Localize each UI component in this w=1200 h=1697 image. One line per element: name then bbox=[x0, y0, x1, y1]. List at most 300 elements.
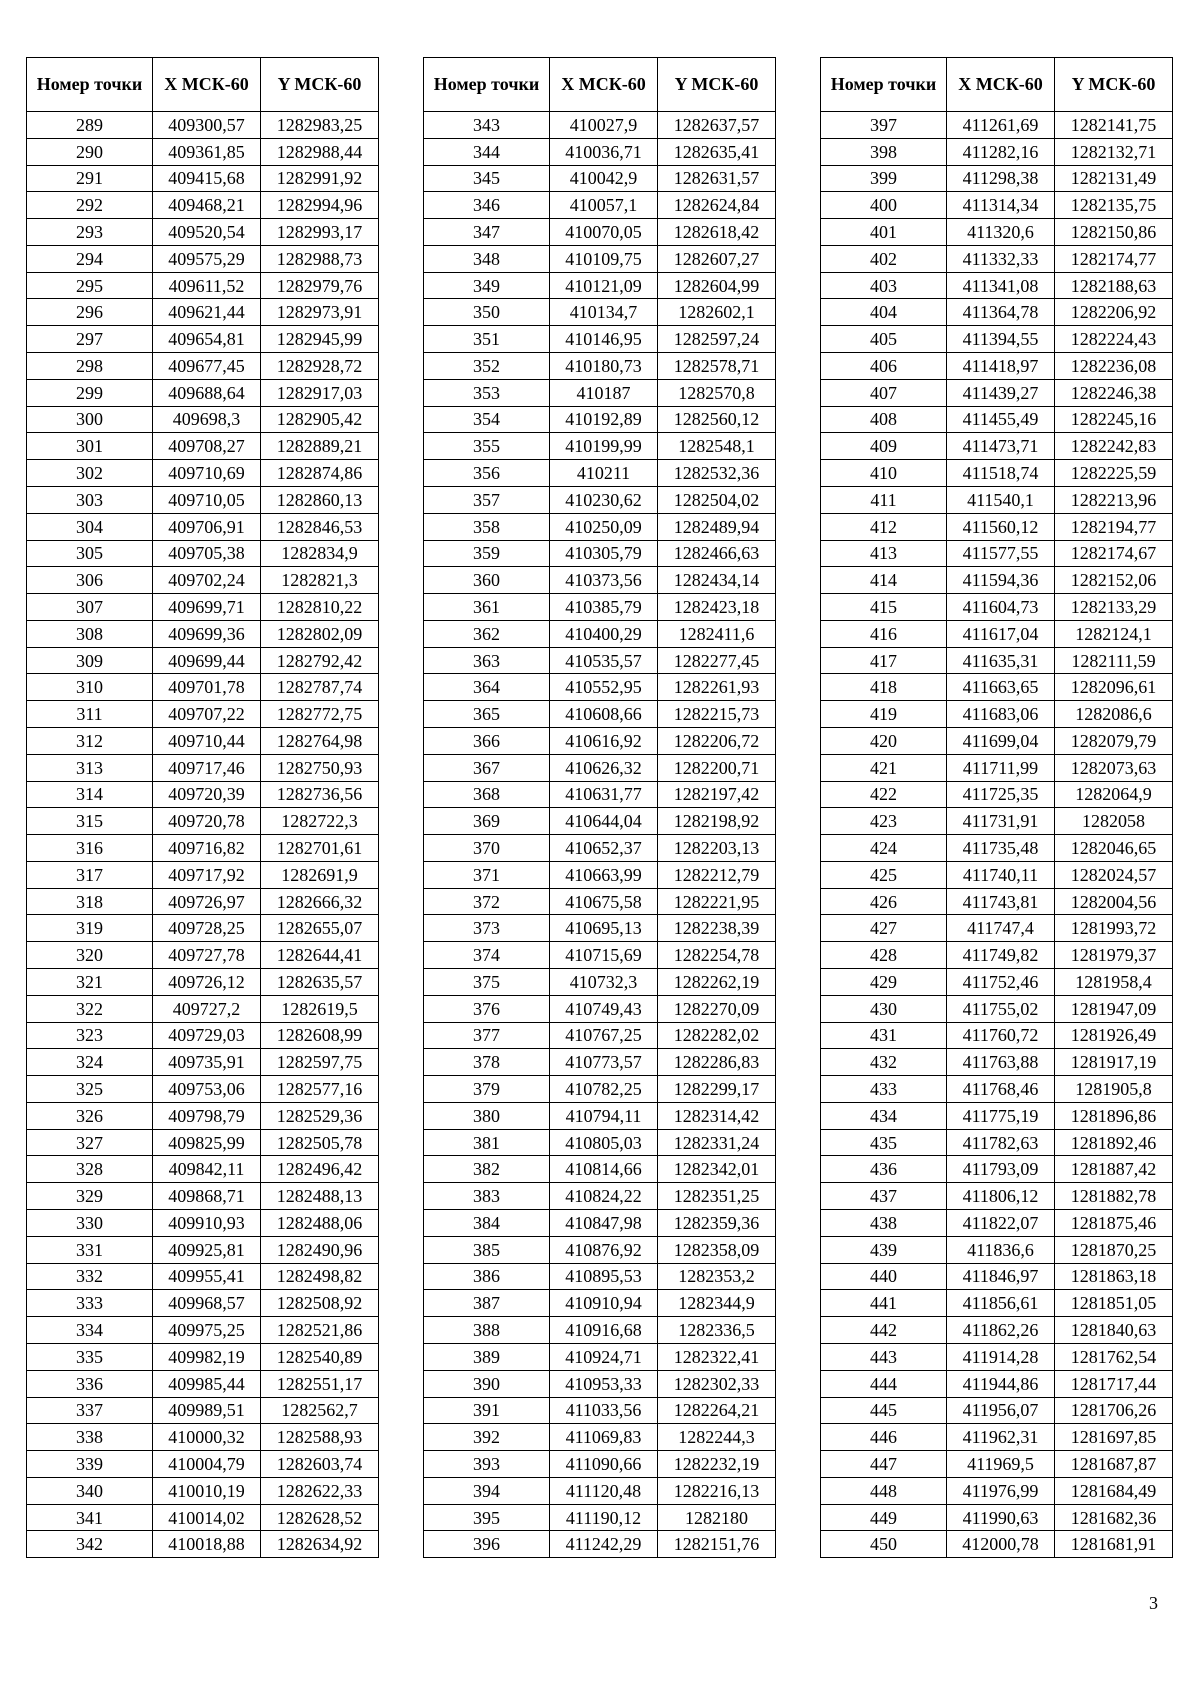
point-number-cell: 330 bbox=[27, 1210, 153, 1237]
point-number-cell: 450 bbox=[821, 1531, 947, 1558]
header-point-number: Номер точки bbox=[821, 58, 947, 112]
x-coordinate-cell: 409720,78 bbox=[153, 808, 261, 835]
table-row bbox=[27, 942, 379, 969]
y-coordinate-cell: 1282945,99 bbox=[261, 326, 379, 353]
point-number-cell: 412 bbox=[821, 513, 947, 540]
table-row bbox=[424, 915, 776, 942]
table-row bbox=[424, 995, 776, 1022]
y-coordinate-cell: 1282628,52 bbox=[261, 1504, 379, 1531]
x-coordinate-cell: 409707,22 bbox=[153, 701, 261, 728]
table-row bbox=[821, 1343, 1173, 1370]
x-coordinate-cell: 411956,07 bbox=[947, 1397, 1055, 1424]
point-number-cell: 432 bbox=[821, 1049, 947, 1076]
table-row bbox=[821, 272, 1173, 299]
point-number-cell: 368 bbox=[424, 781, 550, 808]
x-coordinate-cell: 410749,43 bbox=[550, 995, 658, 1022]
point-number-cell: 428 bbox=[821, 942, 947, 969]
table-row bbox=[424, 1263, 776, 1290]
point-number-cell: 429 bbox=[821, 969, 947, 996]
point-number-cell: 393 bbox=[424, 1451, 550, 1478]
x-coordinate-cell: 410732,3 bbox=[550, 969, 658, 996]
table-row bbox=[27, 245, 379, 272]
point-number-cell: 369 bbox=[424, 808, 550, 835]
y-coordinate-cell: 1282197,42 bbox=[658, 781, 776, 808]
point-number-cell: 433 bbox=[821, 1076, 947, 1103]
y-coordinate-cell: 1282423,18 bbox=[658, 594, 776, 621]
x-coordinate-cell: 410535,57 bbox=[550, 647, 658, 674]
x-coordinate-cell: 409575,29 bbox=[153, 245, 261, 272]
x-coordinate-cell: 411540,1 bbox=[947, 486, 1055, 513]
y-coordinate-cell: 1282787,74 bbox=[261, 674, 379, 701]
x-coordinate-cell: 409825,99 bbox=[153, 1129, 261, 1156]
point-number-cell: 319 bbox=[27, 915, 153, 942]
y-coordinate-cell: 1282264,21 bbox=[658, 1397, 776, 1424]
point-number-cell: 353 bbox=[424, 379, 550, 406]
header-y-coordinate: Y МСК-60 bbox=[658, 58, 776, 112]
point-number-cell: 350 bbox=[424, 299, 550, 326]
x-coordinate-cell: 409925,81 bbox=[153, 1236, 261, 1263]
y-coordinate-cell: 1282261,93 bbox=[658, 674, 776, 701]
coordinates-table-2 bbox=[423, 57, 776, 1558]
table-row bbox=[424, 272, 776, 299]
x-coordinate-cell: 411743,81 bbox=[947, 888, 1055, 915]
table-row bbox=[821, 245, 1173, 272]
y-coordinate-cell: 1282358,09 bbox=[658, 1236, 776, 1263]
table-row bbox=[821, 1263, 1173, 1290]
point-number-cell: 314 bbox=[27, 781, 153, 808]
x-coordinate-cell: 411760,72 bbox=[947, 1022, 1055, 1049]
x-coordinate-cell: 410187 bbox=[550, 379, 658, 406]
table-row bbox=[821, 1531, 1173, 1558]
x-coordinate-cell: 410014,02 bbox=[153, 1504, 261, 1531]
point-number-cell: 317 bbox=[27, 861, 153, 888]
x-coordinate-cell: 410916,68 bbox=[550, 1317, 658, 1344]
table-row bbox=[424, 112, 776, 139]
point-number-cell: 342 bbox=[27, 1531, 153, 1558]
x-coordinate-cell: 410000,32 bbox=[153, 1424, 261, 1451]
table-row bbox=[821, 406, 1173, 433]
x-coordinate-cell: 410876,92 bbox=[550, 1236, 658, 1263]
table-row bbox=[424, 1236, 776, 1263]
table-body bbox=[821, 112, 1173, 1558]
x-coordinate-cell: 411033,56 bbox=[550, 1397, 658, 1424]
table-row bbox=[27, 165, 379, 192]
x-coordinate-cell: 409798,79 bbox=[153, 1102, 261, 1129]
table-row bbox=[424, 326, 776, 353]
y-coordinate-cell: 1281926,49 bbox=[1055, 1022, 1173, 1049]
table-row bbox=[424, 1397, 776, 1424]
x-coordinate-cell: 409975,25 bbox=[153, 1317, 261, 1344]
x-coordinate-cell: 411747,4 bbox=[947, 915, 1055, 942]
y-coordinate-cell: 1282618,42 bbox=[658, 219, 776, 246]
point-number-cell: 309 bbox=[27, 647, 153, 674]
y-coordinate-cell: 1282597,75 bbox=[261, 1049, 379, 1076]
table-row bbox=[424, 1290, 776, 1317]
table-row bbox=[821, 1504, 1173, 1531]
coordinates-table-3 bbox=[820, 57, 1173, 1558]
x-coordinate-cell: 409868,71 bbox=[153, 1183, 261, 1210]
y-coordinate-cell: 1282608,99 bbox=[261, 1022, 379, 1049]
y-coordinate-cell: 1282619,5 bbox=[261, 995, 379, 1022]
point-number-cell: 310 bbox=[27, 674, 153, 701]
y-coordinate-cell: 1282200,71 bbox=[658, 754, 776, 781]
table-row bbox=[424, 353, 776, 380]
point-number-cell: 339 bbox=[27, 1451, 153, 1478]
y-coordinate-cell: 1282216,13 bbox=[658, 1477, 776, 1504]
y-coordinate-cell: 1282504,02 bbox=[658, 486, 776, 513]
y-coordinate-cell: 1282331,24 bbox=[658, 1129, 776, 1156]
table-row bbox=[821, 1477, 1173, 1504]
point-number-cell: 316 bbox=[27, 835, 153, 862]
y-coordinate-cell: 1282203,13 bbox=[658, 835, 776, 862]
table-row bbox=[27, 861, 379, 888]
y-coordinate-cell: 1282180 bbox=[658, 1504, 776, 1531]
y-coordinate-cell: 1282286,83 bbox=[658, 1049, 776, 1076]
x-coordinate-cell: 410824,22 bbox=[550, 1183, 658, 1210]
x-coordinate-cell: 410814,66 bbox=[550, 1156, 658, 1183]
table-row bbox=[821, 915, 1173, 942]
y-coordinate-cell: 1282314,42 bbox=[658, 1102, 776, 1129]
point-number-cell: 390 bbox=[424, 1370, 550, 1397]
table-row bbox=[424, 219, 776, 246]
y-coordinate-cell: 1282764,98 bbox=[261, 727, 379, 754]
table-row bbox=[821, 379, 1173, 406]
table-row bbox=[27, 1022, 379, 1049]
y-coordinate-cell: 1282411,6 bbox=[658, 620, 776, 647]
y-coordinate-cell: 1282604,99 bbox=[658, 272, 776, 299]
point-number-cell: 294 bbox=[27, 245, 153, 272]
x-coordinate-cell: 409699,44 bbox=[153, 647, 261, 674]
point-number-cell: 347 bbox=[424, 219, 550, 246]
table-row bbox=[424, 701, 776, 728]
point-number-cell: 421 bbox=[821, 754, 947, 781]
table-row bbox=[27, 1477, 379, 1504]
table-row bbox=[424, 727, 776, 754]
table-row bbox=[27, 1236, 379, 1263]
y-coordinate-cell: 1282096,61 bbox=[1055, 674, 1173, 701]
table-row bbox=[424, 861, 776, 888]
x-coordinate-cell: 411749,82 bbox=[947, 942, 1055, 969]
y-coordinate-cell: 1282488,06 bbox=[261, 1210, 379, 1237]
x-coordinate-cell: 409688,64 bbox=[153, 379, 261, 406]
x-coordinate-cell: 411120,48 bbox=[550, 1477, 658, 1504]
x-coordinate-cell: 409753,06 bbox=[153, 1076, 261, 1103]
table-row bbox=[821, 326, 1173, 353]
point-number-cell: 395 bbox=[424, 1504, 550, 1531]
table-body bbox=[27, 112, 379, 1558]
y-coordinate-cell: 1282624,84 bbox=[658, 192, 776, 219]
point-number-cell: 302 bbox=[27, 460, 153, 487]
x-coordinate-cell: 410385,79 bbox=[550, 594, 658, 621]
table-row bbox=[424, 1531, 776, 1558]
y-coordinate-cell: 1281887,42 bbox=[1055, 1156, 1173, 1183]
x-coordinate-cell: 411242,29 bbox=[550, 1531, 658, 1558]
y-coordinate-cell: 1282597,24 bbox=[658, 326, 776, 353]
table-row bbox=[27, 969, 379, 996]
table-row bbox=[821, 567, 1173, 594]
x-coordinate-cell: 410805,03 bbox=[550, 1129, 658, 1156]
y-coordinate-cell: 1282578,71 bbox=[658, 353, 776, 380]
point-number-cell: 292 bbox=[27, 192, 153, 219]
point-number-cell: 298 bbox=[27, 353, 153, 380]
table-row bbox=[424, 888, 776, 915]
point-number-cell: 400 bbox=[821, 192, 947, 219]
x-coordinate-cell: 409735,91 bbox=[153, 1049, 261, 1076]
y-coordinate-cell: 1281706,26 bbox=[1055, 1397, 1173, 1424]
table-row bbox=[27, 674, 379, 701]
table-row bbox=[821, 1156, 1173, 1183]
table-row bbox=[424, 594, 776, 621]
x-coordinate-cell: 411261,69 bbox=[947, 112, 1055, 139]
x-coordinate-cell: 410036,71 bbox=[550, 138, 658, 165]
point-number-cell: 289 bbox=[27, 112, 153, 139]
table-row bbox=[27, 1076, 379, 1103]
point-number-cell: 371 bbox=[424, 861, 550, 888]
y-coordinate-cell: 1282655,07 bbox=[261, 915, 379, 942]
y-coordinate-cell: 1282551,17 bbox=[261, 1370, 379, 1397]
table-header-row bbox=[821, 58, 1173, 112]
point-number-cell: 354 bbox=[424, 406, 550, 433]
x-coordinate-cell: 410794,11 bbox=[550, 1102, 658, 1129]
y-coordinate-cell: 1282540,89 bbox=[261, 1343, 379, 1370]
point-number-cell: 404 bbox=[821, 299, 947, 326]
table-row bbox=[424, 433, 776, 460]
y-coordinate-cell: 1282635,57 bbox=[261, 969, 379, 996]
table-row bbox=[27, 1263, 379, 1290]
point-number-cell: 295 bbox=[27, 272, 153, 299]
point-number-cell: 348 bbox=[424, 245, 550, 272]
point-number-cell: 406 bbox=[821, 353, 947, 380]
x-coordinate-cell: 410134,7 bbox=[550, 299, 658, 326]
x-coordinate-cell: 411298,38 bbox=[947, 165, 1055, 192]
table-row bbox=[27, 1102, 379, 1129]
table-row bbox=[27, 808, 379, 835]
y-coordinate-cell: 1282834,9 bbox=[261, 540, 379, 567]
x-coordinate-cell: 411735,48 bbox=[947, 835, 1055, 862]
table-row bbox=[27, 594, 379, 621]
y-coordinate-cell: 1282212,79 bbox=[658, 861, 776, 888]
x-coordinate-cell: 410109,75 bbox=[550, 245, 658, 272]
x-coordinate-cell: 411518,74 bbox=[947, 460, 1055, 487]
table-row bbox=[821, 165, 1173, 192]
x-coordinate-cell: 409726,97 bbox=[153, 888, 261, 915]
y-coordinate-cell: 1282750,93 bbox=[261, 754, 379, 781]
y-coordinate-cell: 1282434,14 bbox=[658, 567, 776, 594]
point-number-cell: 440 bbox=[821, 1263, 947, 1290]
y-coordinate-cell: 1281917,19 bbox=[1055, 1049, 1173, 1076]
point-number-cell: 296 bbox=[27, 299, 153, 326]
point-number-cell: 403 bbox=[821, 272, 947, 299]
table-row bbox=[821, 727, 1173, 754]
x-coordinate-cell: 410400,29 bbox=[550, 620, 658, 647]
point-number-cell: 444 bbox=[821, 1370, 947, 1397]
table-row bbox=[424, 1183, 776, 1210]
table-row bbox=[821, 1424, 1173, 1451]
point-number-cell: 381 bbox=[424, 1129, 550, 1156]
table-row bbox=[424, 754, 776, 781]
point-number-cell: 338 bbox=[27, 1424, 153, 1451]
point-number-cell: 332 bbox=[27, 1263, 153, 1290]
point-number-cell: 351 bbox=[424, 326, 550, 353]
table-row bbox=[424, 1317, 776, 1344]
table-row bbox=[821, 1451, 1173, 1478]
y-coordinate-cell: 1282560,12 bbox=[658, 406, 776, 433]
table-row bbox=[424, 567, 776, 594]
y-coordinate-cell: 1282979,76 bbox=[261, 272, 379, 299]
table-row bbox=[424, 1451, 776, 1478]
y-coordinate-cell: 1281863,18 bbox=[1055, 1263, 1173, 1290]
point-number-cell: 409 bbox=[821, 433, 947, 460]
y-coordinate-cell: 1282691,9 bbox=[261, 861, 379, 888]
x-coordinate-cell: 411332,33 bbox=[947, 245, 1055, 272]
point-number-cell: 341 bbox=[27, 1504, 153, 1531]
x-coordinate-cell: 411976,99 bbox=[947, 1477, 1055, 1504]
x-coordinate-cell: 409729,03 bbox=[153, 1022, 261, 1049]
y-coordinate-cell: 1282466,63 bbox=[658, 540, 776, 567]
x-coordinate-cell: 409720,39 bbox=[153, 781, 261, 808]
table-row bbox=[821, 781, 1173, 808]
table-row bbox=[821, 995, 1173, 1022]
x-coordinate-cell: 409955,41 bbox=[153, 1263, 261, 1290]
x-coordinate-cell: 409621,44 bbox=[153, 299, 261, 326]
x-coordinate-cell: 411822,07 bbox=[947, 1210, 1055, 1237]
table-row bbox=[27, 835, 379, 862]
header-x-coordinate: X МСК-60 bbox=[550, 58, 658, 112]
y-coordinate-cell: 1282983,25 bbox=[261, 112, 379, 139]
y-coordinate-cell: 1282262,19 bbox=[658, 969, 776, 996]
y-coordinate-cell: 1282644,41 bbox=[261, 942, 379, 969]
table-row bbox=[424, 379, 776, 406]
y-coordinate-cell: 1282792,42 bbox=[261, 647, 379, 674]
table-row bbox=[27, 995, 379, 1022]
point-number-cell: 340 bbox=[27, 1477, 153, 1504]
table-row bbox=[27, 1156, 379, 1183]
table-row bbox=[27, 406, 379, 433]
y-coordinate-cell: 1282151,76 bbox=[658, 1531, 776, 1558]
y-coordinate-cell: 1282994,96 bbox=[261, 192, 379, 219]
y-coordinate-cell: 1282221,95 bbox=[658, 888, 776, 915]
x-coordinate-cell: 410715,69 bbox=[550, 942, 658, 969]
y-coordinate-cell: 1282124,1 bbox=[1055, 620, 1173, 647]
point-number-cell: 425 bbox=[821, 861, 947, 888]
header-y-coordinate: Y МСК-60 bbox=[261, 58, 379, 112]
table-row bbox=[27, 540, 379, 567]
point-number-cell: 300 bbox=[27, 406, 153, 433]
y-coordinate-cell: 1282244,3 bbox=[658, 1424, 776, 1451]
y-coordinate-cell: 1282508,92 bbox=[261, 1290, 379, 1317]
table-row bbox=[27, 192, 379, 219]
x-coordinate-cell: 409989,51 bbox=[153, 1397, 261, 1424]
y-coordinate-cell: 1281905,8 bbox=[1055, 1076, 1173, 1103]
point-number-cell: 307 bbox=[27, 594, 153, 621]
y-coordinate-cell: 1282353,2 bbox=[658, 1263, 776, 1290]
y-coordinate-cell: 1282588,93 bbox=[261, 1424, 379, 1451]
point-number-cell: 362 bbox=[424, 620, 550, 647]
table-row bbox=[821, 969, 1173, 996]
table-row bbox=[27, 1183, 379, 1210]
y-coordinate-cell: 1282802,09 bbox=[261, 620, 379, 647]
point-number-cell: 328 bbox=[27, 1156, 153, 1183]
point-number-cell: 308 bbox=[27, 620, 153, 647]
x-coordinate-cell: 409727,78 bbox=[153, 942, 261, 969]
y-coordinate-cell: 1282635,41 bbox=[658, 138, 776, 165]
table-row bbox=[821, 861, 1173, 888]
x-coordinate-cell: 410782,25 bbox=[550, 1076, 658, 1103]
x-coordinate-cell: 409677,45 bbox=[153, 353, 261, 380]
table-row bbox=[424, 1504, 776, 1531]
table-row bbox=[424, 969, 776, 996]
point-number-cell: 438 bbox=[821, 1210, 947, 1237]
x-coordinate-cell: 411862,26 bbox=[947, 1317, 1055, 1344]
table-row bbox=[821, 594, 1173, 621]
point-number-cell: 326 bbox=[27, 1102, 153, 1129]
x-coordinate-cell: 412000,78 bbox=[947, 1531, 1055, 1558]
y-coordinate-cell: 1281870,25 bbox=[1055, 1236, 1173, 1263]
point-number-cell: 318 bbox=[27, 888, 153, 915]
y-coordinate-cell: 1282860,13 bbox=[261, 486, 379, 513]
y-coordinate-cell: 1282496,42 bbox=[261, 1156, 379, 1183]
y-coordinate-cell: 1281684,49 bbox=[1055, 1477, 1173, 1504]
point-number-cell: 391 bbox=[424, 1397, 550, 1424]
x-coordinate-cell: 409520,54 bbox=[153, 219, 261, 246]
point-number-cell: 441 bbox=[821, 1290, 947, 1317]
y-coordinate-cell: 1282132,71 bbox=[1055, 138, 1173, 165]
y-coordinate-cell: 1282359,36 bbox=[658, 1210, 776, 1237]
table-row bbox=[27, 1210, 379, 1237]
y-coordinate-cell: 1281717,44 bbox=[1055, 1370, 1173, 1397]
y-coordinate-cell: 1282111,59 bbox=[1055, 647, 1173, 674]
point-number-cell: 382 bbox=[424, 1156, 550, 1183]
point-number-cell: 320 bbox=[27, 942, 153, 969]
table-row bbox=[424, 1076, 776, 1103]
y-coordinate-cell: 1282489,94 bbox=[658, 513, 776, 540]
table-row bbox=[821, 1129, 1173, 1156]
y-coordinate-cell: 1282270,09 bbox=[658, 995, 776, 1022]
table-row bbox=[821, 620, 1173, 647]
x-coordinate-cell: 410773,57 bbox=[550, 1049, 658, 1076]
x-coordinate-cell: 410146,95 bbox=[550, 326, 658, 353]
x-coordinate-cell: 410004,79 bbox=[153, 1451, 261, 1478]
y-coordinate-cell: 1282821,3 bbox=[261, 567, 379, 594]
table-row bbox=[424, 460, 776, 487]
y-coordinate-cell: 1282603,74 bbox=[261, 1451, 379, 1478]
x-coordinate-cell: 410027,9 bbox=[550, 112, 658, 139]
x-coordinate-cell: 409468,21 bbox=[153, 192, 261, 219]
table-row bbox=[821, 353, 1173, 380]
point-number-cell: 398 bbox=[821, 138, 947, 165]
point-number-cell: 336 bbox=[27, 1370, 153, 1397]
table-row bbox=[424, 138, 776, 165]
y-coordinate-cell: 1282194,77 bbox=[1055, 513, 1173, 540]
table-row bbox=[821, 1236, 1173, 1263]
y-coordinate-cell: 1282607,27 bbox=[658, 245, 776, 272]
y-coordinate-cell: 1281681,91 bbox=[1055, 1531, 1173, 1558]
point-number-cell: 291 bbox=[27, 165, 153, 192]
table-row bbox=[27, 486, 379, 513]
table-row bbox=[821, 112, 1173, 139]
point-number-cell: 325 bbox=[27, 1076, 153, 1103]
x-coordinate-cell: 411320,6 bbox=[947, 219, 1055, 246]
x-coordinate-cell: 411663,65 bbox=[947, 674, 1055, 701]
y-coordinate-cell: 1282905,42 bbox=[261, 406, 379, 433]
point-number-cell: 442 bbox=[821, 1317, 947, 1344]
table-row bbox=[821, 942, 1173, 969]
x-coordinate-cell: 410305,79 bbox=[550, 540, 658, 567]
point-number-cell: 402 bbox=[821, 245, 947, 272]
y-coordinate-cell: 1282701,61 bbox=[261, 835, 379, 862]
point-number-cell: 385 bbox=[424, 1236, 550, 1263]
point-number-cell: 435 bbox=[821, 1129, 947, 1156]
